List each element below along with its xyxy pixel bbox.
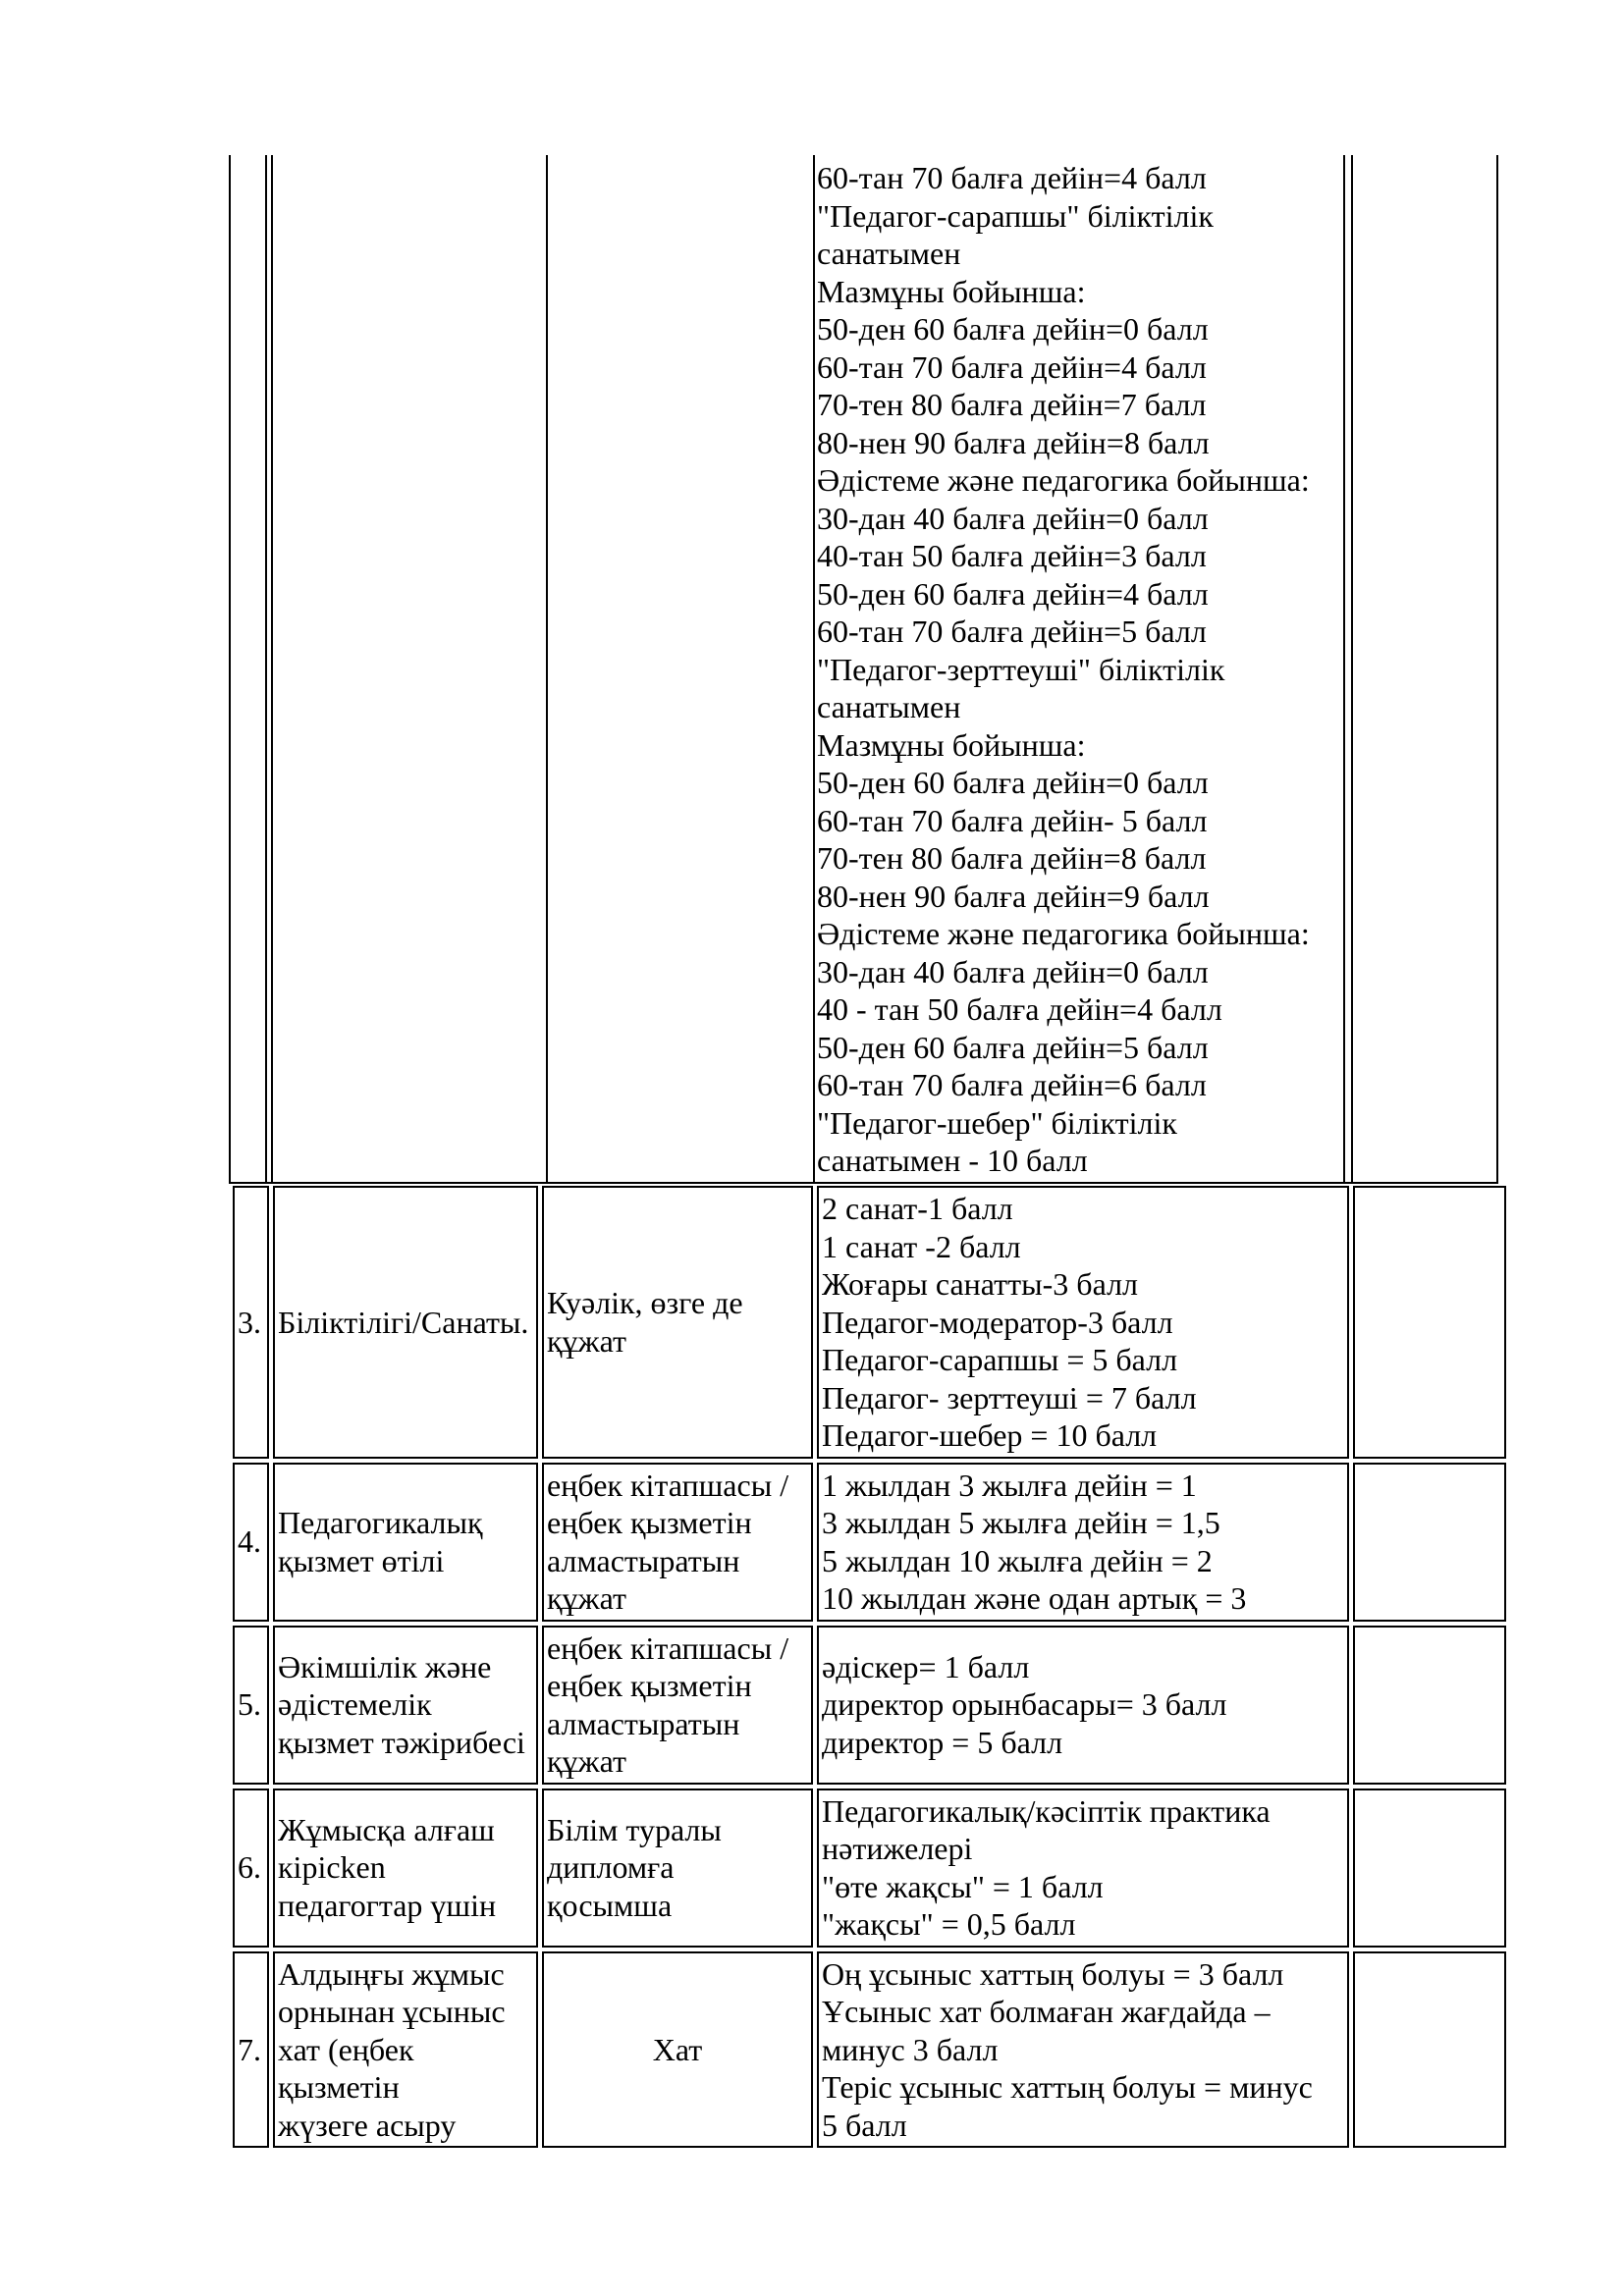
- score-line: 60-тан 70 балға дейін=4 балл: [817, 348, 1207, 385]
- cell-line: Әкімшілік және: [278, 1648, 492, 1684]
- cell-line: Педагог-шебер = 10 балл: [822, 1417, 1158, 1453]
- scores-cell: [817, 1186, 1349, 1459]
- score-line: 50-ден 60 балға дейін=4 балл: [817, 575, 1209, 612]
- scores-cell: [817, 1951, 1349, 2149]
- cell-line: алмастыратын: [547, 1542, 740, 1578]
- score-line: 60-тан 70 балға дейін=4 балл: [817, 160, 1207, 195]
- points-cell: [1353, 1951, 1506, 2149]
- scores-cell: [817, 1789, 1349, 1948]
- cell-line: нәтижелері: [822, 1831, 973, 1866]
- score-line: "Педагог-сарапшы" біліктілік: [817, 197, 1214, 234]
- cell-line: қызмет өтілі: [278, 1542, 445, 1578]
- score-line: 50-ден 60 балға дейін=5 балл: [817, 1029, 1209, 1065]
- score-line: 80-нен 90 балға дейін=9 балл: [817, 878, 1210, 914]
- score-line: 40-тан 50 балға дейін=3 балл: [817, 538, 1207, 573]
- document-cell: [542, 1951, 813, 2149]
- score-line: санатымен - 10 балл: [817, 1143, 1088, 1178]
- cell-line: алмастыратын: [547, 1705, 740, 1741]
- score-line: санатымен: [817, 689, 961, 724]
- score-line: 70-тен 80 балға дейін=8 балл: [817, 840, 1207, 876]
- cell-line: директор = 5 балл: [822, 1724, 1063, 1760]
- cell-line: Педагог- зерттеуші = 7 балл: [822, 1379, 1197, 1415]
- score-line: 30-дан 40 балға дейін=0 балл: [817, 500, 1209, 536]
- criteria-table: [229, 1182, 1510, 2152]
- row-number: 6.: [233, 1789, 269, 1948]
- score-line: 70-тен 80 балға дейін=7 балл: [817, 387, 1207, 422]
- cell-line: әдістемелік: [278, 1686, 432, 1723]
- cell-line: қызметін: [278, 2069, 400, 2105]
- column-border: [229, 155, 231, 1184]
- score-line: Әдістеме және педагогика бойынша:: [817, 462, 1310, 498]
- table-row: [233, 1789, 1506, 1948]
- column-border: [1351, 155, 1353, 1184]
- cell-line: Ұсыныс хат болмаған жағдайда –: [822, 1994, 1271, 2029]
- cell-line: Жоғары санатты-3 балл: [822, 1266, 1138, 1302]
- cell-line: Хат: [652, 2031, 703, 2067]
- cell-line: жүзеге асыру: [278, 2107, 457, 2143]
- cell-line: құжат: [547, 1743, 627, 1779]
- table-row: [233, 1626, 1506, 1785]
- score-line: 60-тан 70 балға дейін=5 балл: [817, 614, 1207, 649]
- table-row: [233, 1186, 1506, 1459]
- cell-line: Білім туралы: [547, 1811, 722, 1847]
- points-cell: [1353, 1789, 1506, 1948]
- cell-line: дипломға: [547, 1849, 675, 1886]
- criterion-cell: [273, 1463, 538, 1622]
- cell-line: 2 санат-1 балл: [822, 1191, 1013, 1226]
- points-cell: [1353, 1186, 1506, 1459]
- criterion-cell: [273, 1186, 538, 1459]
- column-border: [271, 155, 273, 1184]
- cell-line: Алдыңғы жұмыс: [278, 1955, 505, 1992]
- cell-line: құжат: [547, 1580, 627, 1616]
- document-cell: [542, 1186, 813, 1459]
- cell-line: қосымша: [547, 1887, 673, 1923]
- score-line: "Педагог-шебер" біліктілік: [817, 1104, 1177, 1141]
- row-number: 3.: [233, 1186, 269, 1459]
- points-cell: [1353, 1626, 1506, 1785]
- row-number: 5.: [233, 1626, 269, 1785]
- cell-line: орнынан ұсыныс: [278, 1994, 506, 2029]
- column-border: [813, 155, 815, 1184]
- cell-line: 1 санат -2 балл: [822, 1228, 1021, 1264]
- cell-line: хат (еңбек: [278, 2031, 414, 2067]
- cell-line: Біліктілігі/Санаты.: [278, 1304, 529, 1340]
- cell-line: "жақсы" = 0,5 балл: [822, 1906, 1076, 1942]
- cell-line: 5 балл: [822, 2107, 907, 2143]
- cell-line: еңбек қызметін: [547, 1505, 752, 1540]
- cell-line: Оң ұсыныс хаттың болуы = 3 балл: [822, 1955, 1284, 1992]
- cell-line: 1 жылдан 3 жылға дейін = 1: [822, 1467, 1197, 1503]
- table-row: [233, 1463, 1506, 1622]
- cell-line: "өте жақсы" = 1 балл: [822, 1868, 1104, 1904]
- row-number: 7.: [233, 1951, 269, 2149]
- column-border: [1496, 155, 1498, 1184]
- cell-line: құжат: [547, 1322, 627, 1359]
- scores-cell: [817, 1463, 1349, 1622]
- score-line: 60-тан 70 балға дейін=6 балл: [817, 1067, 1207, 1102]
- document-cell: [542, 1463, 813, 1622]
- cell-line: 5 жылдан 10 жылға дейін = 2: [822, 1542, 1213, 1578]
- cell-line: Педагогикалық: [278, 1505, 483, 1540]
- cell-line: 10 жылдан және одан артық = 3: [822, 1580, 1247, 1616]
- cell-line: Педагогикалық/кәсіптік практика: [822, 1792, 1271, 1829]
- score-line: Мазмұны бойынша:: [817, 726, 1086, 763]
- cell-line: директор орынбасары= 3 балл: [822, 1686, 1227, 1723]
- score-line: 60-тан 70 балға дейін- 5 балл: [817, 802, 1208, 838]
- cell-line: еңбек кітапшасы /: [547, 1467, 789, 1503]
- scores-cell: [817, 1626, 1349, 1785]
- score-line: 50-ден 60 балға дейін=0 балл: [817, 311, 1209, 347]
- cell-line: еңбек қызметін: [547, 1668, 752, 1703]
- table-row: [233, 1951, 1506, 2149]
- score-line: 50-ден 60 балға дейін=0 балл: [817, 765, 1209, 800]
- cell-line: қызмет тәжірибесі: [278, 1724, 525, 1760]
- table-continuation: [0, 155, 1624, 1186]
- score-line: 30-дан 40 балға дейін=0 балл: [817, 953, 1209, 989]
- cell-line: кірісken: [278, 1849, 386, 1886]
- score-line: 40 - тан 50 балға дейін=4 балл: [817, 991, 1222, 1027]
- row-number: 4.: [233, 1463, 269, 1622]
- score-line: Мазмұны бойынша:: [817, 273, 1086, 309]
- column-border: [1343, 155, 1345, 1184]
- cell-line: 3 жылдан 5 жылға дейін = 1,5: [822, 1505, 1220, 1540]
- criterion-cell: [273, 1789, 538, 1948]
- score-line: "Педагог-зерттеуші" біліктілік: [817, 651, 1225, 687]
- document-cell: [542, 1789, 813, 1948]
- document-cell: [542, 1626, 813, 1785]
- cell-line: Жұмысқа алғаш: [278, 1811, 495, 1847]
- cell-line: еңбек кітапшасы /: [547, 1629, 789, 1666]
- cell-line: Куәлік, өзге де: [547, 1285, 743, 1321]
- points-cell: [1353, 1463, 1506, 1622]
- cell-line: педагогтар үшін: [278, 1887, 497, 1923]
- criterion-cell: [273, 1951, 538, 2149]
- cell-line: Педагог-сарапшы = 5 балл: [822, 1342, 1178, 1377]
- cell-line: минус 3 балл: [822, 2031, 999, 2067]
- column-border: [546, 155, 548, 1184]
- cell-line: әдіскер= 1 балл: [822, 1648, 1030, 1684]
- criterion-cell: [273, 1626, 538, 1785]
- cell-line: Педагог-модератор-3 балл: [822, 1304, 1173, 1340]
- score-line: санатымен: [817, 236, 961, 271]
- scoring-details-continued: [817, 159, 1310, 1180]
- score-line: 80-нен 90 балға дейін=8 балл: [817, 424, 1210, 460]
- column-border: [265, 155, 267, 1184]
- cell-line: Теріс ұсыныс хаттың болуы = минус: [822, 2069, 1313, 2105]
- score-line: Әдістеме және педагогика бойынша:: [817, 916, 1310, 951]
